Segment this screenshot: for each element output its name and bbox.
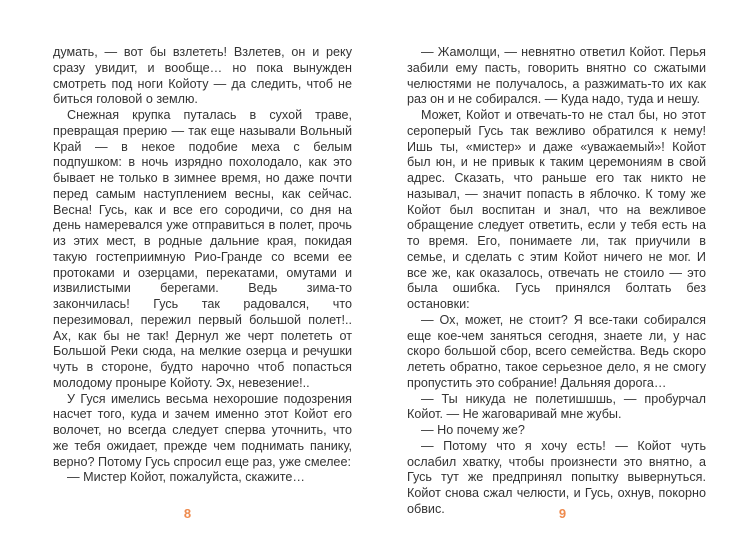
- page-left-text: [53, 45, 352, 486]
- book-paragraph: Может, Койот и отвечать-то не стал бы, но этот сероперый Гусь так вежливо обратился к нему! Ишь ты, «мистер» и даже «уважаемый»! Койот был юн, и не привык к таким церемониям в свой адрес. Сказать, что раньше его так никто не называл, — значит попасть в яблочко. К тому же Койот был воспитан и знал, что на вежливое обращение следует ответить, если у тебя есть на то время. Его, понимаете ли, так приучили в семье, и сделать с этим Койот ничего не мог. И все же, как оказалось, отвечать не стоило — это была ошибка. Гусь принялся болтать без остановки:: [407, 108, 706, 311]
- book-paragraph: — Мистер Койот, пожалуйста, скажите…: [67, 470, 306, 485]
- book-paragraph: — Ох, может, не стоит? Я все-таки собирался еще кое-чем заняться сегодня, знаете ли, у нас скоро большой сбор, всего семейства. Ведь скоро лететь обратно, такое серьезное дело, я не смогу пропустить это собрание! Дальняя дорога…: [407, 312, 706, 390]
- book-paragraph: — Жамолщи, — невнятно ответил Койот. Перья забили ему пасть, говорить внятно со сжатыми челюстями не получалось, а разжимать-то их как раз он и не собирался. — Куда надо, туда и нешу.: [407, 45, 706, 107]
- page-right-text: [407, 45, 706, 518]
- book-paragraph: — Но почему же?: [421, 423, 525, 437]
- book-paragraph: У Гуся имелись весьма нехорошие подозрения насчет того, куда и зачем именно этот Койот его волочет, но всегда следует сперва уточнить, что же тебя ожидает, прежде чем поднимать панику, верно? Потому Гусь спросил еще раз, уже смелее:: [53, 391, 352, 469]
- page-number-left: 8: [183, 506, 192, 521]
- page-right[interactable]: [375, 0, 750, 556]
- page-number-right: 9: [558, 506, 567, 521]
- book-paragraph: Снежная крупка путалась в сухой траве, превращая прерию — так еще называли Вольный Край — в некое подобие меха с белым подпушком: в ночь изрядно похолодало, как это бывает не только в зимнее время, но даже почти перед самым наступлением весны, как сейчас. Весна! Гусь, как и все его сородичи, со дня на день намеревался уже отправиться в полет, прочь из этих мест, в родные дальние края, покидая такую гостеприимную Рио-Гранде со всеми ее протоками и озерцами, перекатами, омутами и извилистыми берегами. Ведь зима-то закончилась! Гусь так радовался, что перезимовал, пережил первый большой полет!.. Ах, как бы не так! Дернул же черт полететь от Большой Реки сюда, на мелкие озерца и речушки чуть в стороне, будто нарочно чтоб попасться молодому проныре Койоту. Эх, невезение!..: [53, 108, 352, 390]
- book-paragraph: — Ты никуда не полетишшшь, — пробурчал Койот. — Не жаговаривай мне жубы.: [407, 391, 706, 422]
- book-paragraph: — Потому что я хочу есть! — Койот чуть ослабил хватку, чтобы произнести это внятно, а Гусь тут же предпринял попытку вывернуться. Койот снова сжал челюсти, и Гусь, охнув, покорно обвис.: [407, 438, 706, 516]
- book-paragraph: думать, — вот бы взлететь! Взлетев, он и реку сразу увидит, и вообще… но пока вынужден смотреть под ноги Койоту — да следить, чтоб не биться головой о землю.: [53, 45, 352, 107]
